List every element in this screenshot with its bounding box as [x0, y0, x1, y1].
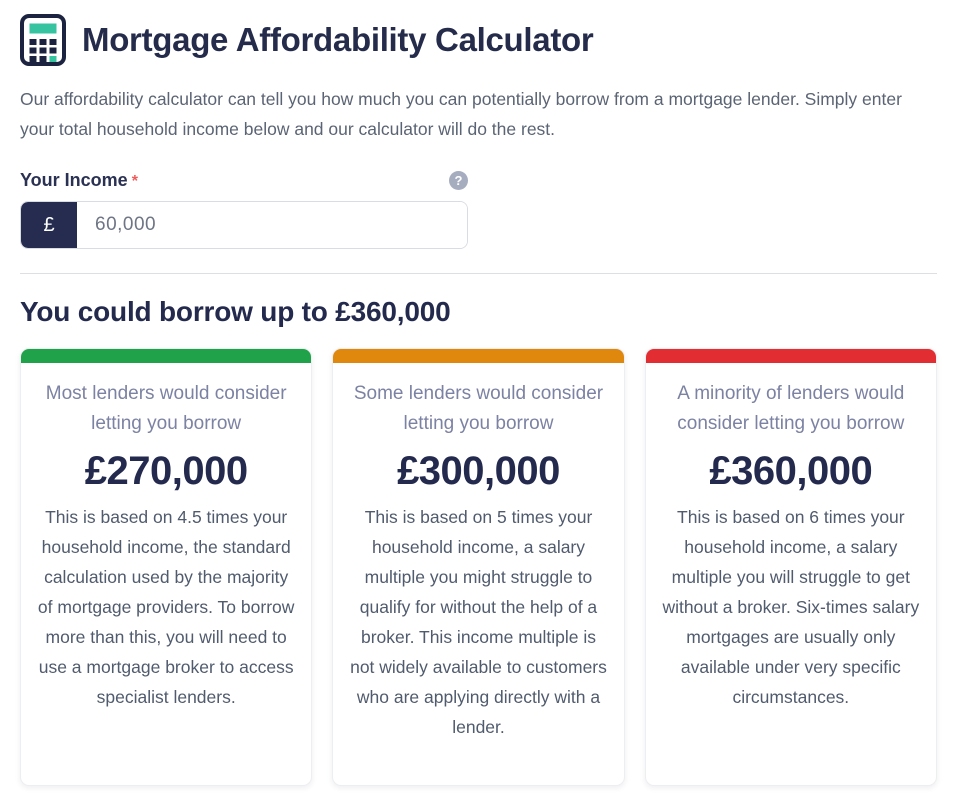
card-description: This is based on 5 times your household income, a salary multiple you might struggle to qualify for without the help of a broker. This income multiple is not widely available to customers who are applying directly with a lender. [350, 507, 607, 737]
result-heading: You could borrow up to £360,000 [20, 296, 451, 327]
income-label: Your Income [20, 170, 128, 190]
results-cards [20, 348, 937, 786]
card-title: Some lenders would consider letting you borrow [353, 383, 604, 434]
card-accent-bar-red [646, 349, 936, 363]
card-some-lenders [332, 348, 624, 786]
section-divider [20, 273, 937, 274]
income-label-wrap [20, 170, 138, 191]
income-input[interactable] [77, 202, 467, 248]
card-description: This is based on 4.5 times your household income, the standard calculation used by the majority of mortgage providers. To borrow more than this, you will need to use a mortgage broker to access specialist lenders. [37, 507, 295, 707]
card-amount: £300,000 [397, 449, 560, 493]
income-input-group [20, 201, 468, 249]
card-body [646, 363, 936, 732]
help-icon[interactable]: ? [449, 171, 468, 190]
card-body [333, 363, 623, 762]
income-label-row [20, 170, 468, 191]
currency-prefix: £ [21, 202, 77, 248]
card-minority-lenders [645, 348, 937, 786]
required-asterisk: * [131, 173, 138, 190]
card-title: Most lenders would consider letting you borrow [45, 383, 287, 434]
calculator-icon [20, 14, 66, 66]
page-header [20, 14, 937, 66]
card-description: This is based on 6 times your household income, a salary multiple you will struggle to get without a broker. Six-times salary mortgages are usually only available under very specific circumstances. [662, 507, 920, 707]
page-title: Mortgage Affordability Calculator [82, 21, 594, 58]
card-accent-bar-orange [333, 349, 623, 363]
card-title: A minority of lenders would consider letting you borrow [677, 383, 905, 434]
card-most-lenders [20, 348, 312, 786]
card-accent-bar-green [21, 349, 311, 363]
card-amount: £270,000 [84, 449, 248, 493]
intro-text: Our affordability calculator can tell you how much you can potentially borrow from a mortgage lender. Simply enter your total household income below and our calculator will do the rest. [20, 89, 902, 139]
card-body [21, 363, 311, 732]
card-amount: £360,000 [709, 449, 873, 493]
